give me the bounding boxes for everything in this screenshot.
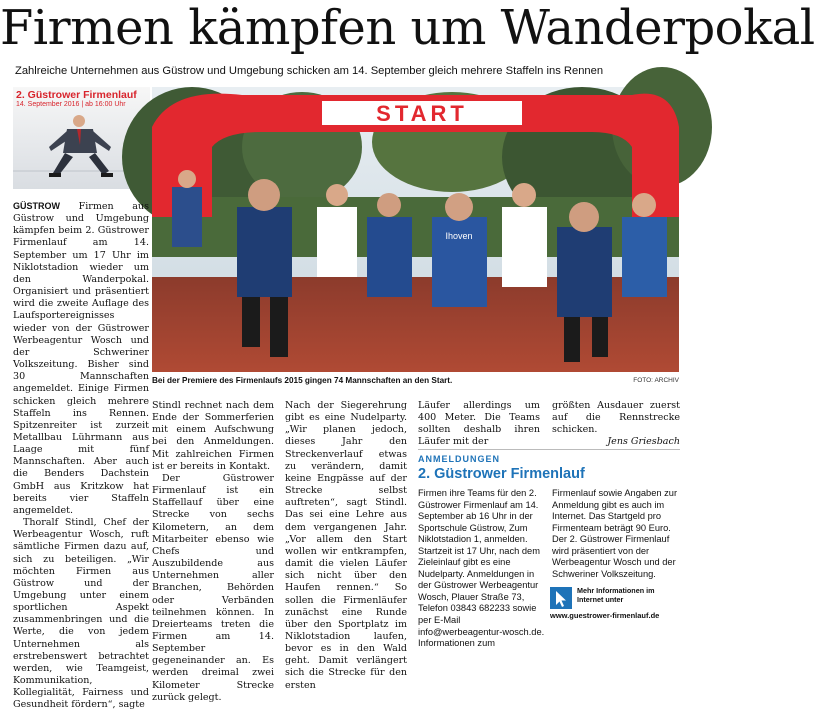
article-column-5 <box>552 400 680 449</box>
author: Jens Griesbach <box>607 436 680 448</box>
headline: Firmen kämpfen um Wanderpokal <box>0 0 815 56</box>
photo-credit: FOTO: ARCHIV <box>633 377 679 384</box>
article-lead: Firmen aus Güstrow und Umgebung kämpfen beim 2. Güstrower Firmenlauf am 14. September um 17 Uhr im Niklotstadion wieder um den Wanderpokal. Organisiert und präsentiert wird die zweite Auflage des Laufsportereignisses wieder von der Güstrower Werbeagentur Wosch und der Schweriner Volkszeitung. Bisher sind 30 Mannschaften angemeldet. Einige Firmen schicken gleich mehrere Staffeln ins Rennen. Spitzenreiter ist zurzeit Metallbau Lührmann aus Laage mit fünf Mannschaften. Aber auch die Benders Dachstein GmbH aus Kritzkow hat bereits vier Staffeln angemeldet. <box>13 201 149 516</box>
promo-title: 2. Güstrower Firmenlauf <box>16 89 137 101</box>
shirt-text: Ihoven <box>445 231 473 241</box>
cursor-icon <box>550 587 572 609</box>
article-column-3 <box>285 400 407 692</box>
start-banner-text: START <box>376 101 468 126</box>
promo-subtitle: 14. September 2016 | ab 16:00 Uhr <box>16 101 126 108</box>
article-column-2 <box>152 400 274 704</box>
website-url: www.guestrower-firmenlauf.de <box>550 611 660 620</box>
anmeldungen-label: ANMELDUNGEN <box>418 454 500 464</box>
anmeldungen-text-right: Firmenlauf sowie Angaben zur Anmeldung gibt es auch im Internet. Das Startgeld pro Firmenteam beträgt 90 Euro. Der 2. Güstrower Firmenlauf wird präsentiert von der Werbeagentur Wosch und der Schweriner Volkszeitung. <box>552 488 678 579</box>
article-paragraph: Stindl rechnet nach dem Ende der Sommerferien mit einem Aufschwung bei den Anmeldungen. Mit zahlreichen Firmen ist er bereits in Kontakt. <box>152 400 274 472</box>
article-paragraph: Der Güstrower Firmenlauf ist ein Staffellauf über eine Strecke von sechs Kilometern, an dem Mitarbeiter ebenso wie Chefs und Auszubildende aus Unternehmen aller Branchen, Behörden oder Verbänden teilnehmen können. In Dreierteams treten die Firmen am 14. September gegeneinander an. Es werden dreimal zwei Kilometer Strecke zurück gelegt. <box>152 472 274 703</box>
runners-illustration <box>152 87 679 372</box>
subheadline: Zahlreiche Unternehmen aus Güstrow und Umgebung schicken am 14. September gleich mehrere Staffeln ins Rennen <box>15 65 604 77</box>
divider <box>418 449 680 450</box>
race-start-photo <box>152 87 679 372</box>
info-text <box>577 586 654 604</box>
photo-caption: Bei der Premiere des Firmenlaufs 2015 gingen 74 Mannschaften an den Start. <box>152 376 453 385</box>
info-line-1: Mehr Informationen im <box>577 586 655 595</box>
info-line-2: Internet unter <box>577 595 624 604</box>
article-paragraph: größten Ausdauer zuerst auf die Rennstrecke schicken. <box>552 400 680 436</box>
anmeldungen-title: 2. Güstrower Firmenlauf <box>418 466 585 482</box>
anmeldungen-text-left: Firmen ihre Teams für den 2. Güstrower Firmenlauf am 14. September ab 16 Uhr in der Sportschule Güstrow, Zum Niklotstadion 1, anmelden. Startzeit ist 17 Uhr, nach dem Zieleinlauf gibt es eine Nudelparty. Anmeldungen in der Güstrower Werbeagentur Wosch, Plauer Straße 73, Telefon 03843 682233 sowie per E-Mail info@werbeagentur-wosch.de. Informationen zum <box>418 488 545 649</box>
article-paragraph: Thoralf Stindl, Chef der Werbeagentur Wosch, ruft sämtliche Firmen dazu auf, sich zu beteiligen. „Wir möchten Firmen aus Güstrow und der Umgebung unter einem sportlichen Aspekt zusammenbringen und die Werte, die von jedem Unternehmen als erstrebenswert betrachtet werden, wie Teamgeist, Kommunikation, Kollegialität, Fairness und Gesundheit fördern“, sagte <box>13 517 149 711</box>
dateline: GÜSTROW <box>13 201 60 211</box>
article-column-1 <box>13 200 149 712</box>
article-column-4 <box>418 400 540 449</box>
article-paragraph: Nach der Siegerehrung gibt es eine Nudelparty. „Wir planen jedoch, dieses Jahr den Streckenverlauf etwas zu verändern, damit keine Engpässe auf der Strecke selbst auftreten“, sagt Stindl. Das sei eine Lehre aus dem vergangenen Jahr. „Vor allem den Start wollen wir entkrampfen, damit die vielen Läufer sich nicht über den Haufen rennen.“ So sollen die Firmenläufer zunächst eine Runde über den Sportplatz im Niklotstadion laufen, bevor es in den Wald geht. Damit verlängert sich die Strecke für den ersten <box>285 400 407 691</box>
article-paragraph: Läufer allerdings um 400 Meter. Die Teams sollten deshalb ihren Läufer mit der <box>418 400 540 448</box>
